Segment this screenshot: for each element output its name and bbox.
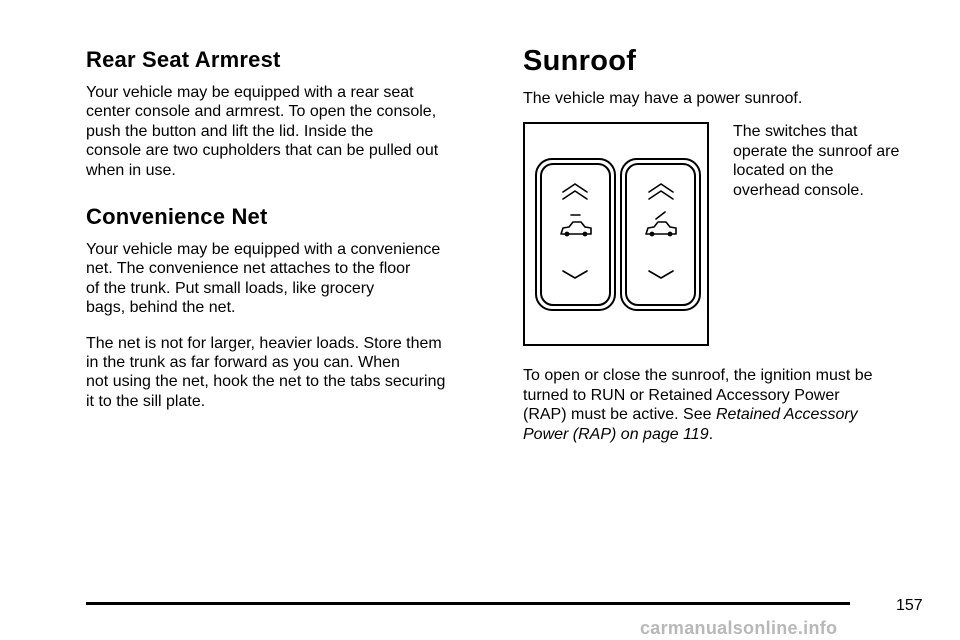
- sunroof-switches-icon: [525, 124, 707, 344]
- section-title-rear-seat-armrest: Rear Seat Armrest: [86, 47, 281, 72]
- text-line: in the trunk as far forward as you can. When: [86, 354, 400, 372]
- sunroof-operation-paragraph: [523, 366, 923, 444]
- sunroof-switch-illustration: [523, 122, 709, 346]
- right-column: [523, 44, 923, 444]
- text-line: The switches that: [733, 123, 858, 141]
- text-line: turned to RUN or Retained Accessory Power: [523, 386, 840, 404]
- text-line: it to the sill plate.: [86, 392, 206, 410]
- watermark: carmanualsonline.info: [640, 618, 838, 638]
- cross-reference-text: Power (RAP) on page 119: [523, 425, 709, 443]
- text-line: The net is not for larger, heavier loads. Store them: [86, 334, 442, 352]
- figure-caption: [733, 122, 933, 200]
- text-line: Your vehicle may be equipped with a convenience: [86, 241, 441, 259]
- left-column: [86, 46, 492, 411]
- text-line: overhead console.: [733, 181, 864, 199]
- text-line: not using the net, hook the net to the tabs securing: [86, 373, 446, 391]
- text-line: push the button and lift the lid. Inside the: [86, 122, 374, 140]
- text-line: (RAP) must be active. See: [523, 406, 716, 424]
- text-line: bags, behind the net.: [86, 299, 236, 317]
- section-title-convenience-net: Convenience Net: [86, 204, 268, 230]
- page-number: 157: [896, 597, 923, 614]
- text-line: To open or close the sunroof, the ignition must be: [523, 367, 873, 385]
- sunroof-figure-row: [523, 122, 923, 350]
- footer-divider: [86, 602, 850, 605]
- net-paragraph-2: [86, 334, 492, 412]
- text-line: Your vehicle may be equipped with a rear seat: [86, 84, 414, 101]
- text-line: when in use.: [86, 161, 176, 179]
- armrest-paragraph: [86, 83, 492, 180]
- text-line: console are two cupholders that can be pulled out: [86, 142, 439, 160]
- cross-reference-text: Retained Accessory: [715, 406, 858, 424]
- text-line: center console and armrest. To open the console,: [86, 103, 437, 121]
- text-line: located on the: [733, 162, 834, 180]
- text-line: operate the sunroof are: [733, 142, 900, 160]
- net-paragraph-1: [86, 240, 492, 318]
- sunroof-intro: The vehicle may have a power sunroof.: [523, 90, 803, 107]
- text-punctuation: .: [708, 425, 714, 443]
- section-title-sunroof: Sunroof: [523, 45, 637, 77]
- text-line: net. The convenience net attaches to the floor: [86, 260, 411, 278]
- text-line: of the trunk. Put small loads, like grocery: [86, 279, 375, 297]
